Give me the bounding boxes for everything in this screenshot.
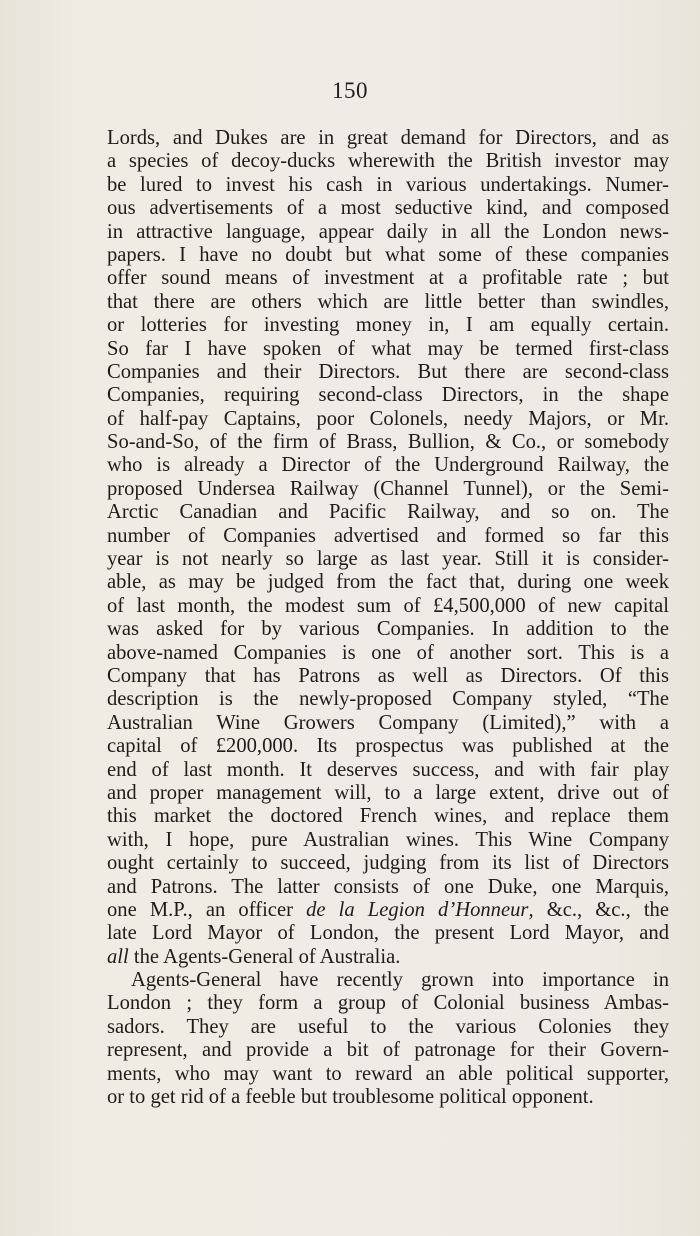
text-line: Lords, and Dukes are in great demand for Directors, and as <box>107 127 669 149</box>
text-line: So-and-So, of the firm of Brass, Bullion, & Co., or somebody <box>107 431 669 454</box>
text-line: be lured to invest his cash in various undertakings. Numer- <box>107 173 669 196</box>
text-line: sadors. They are useful to the various Colonies they <box>107 1015 669 1038</box>
text-line: number of Companies advertised and formed so far this <box>107 524 669 547</box>
text-line: ous advertisements of a most seductive kind, and composed <box>107 197 669 220</box>
text-line: So far I have spoken of what may be termed first-class <box>107 337 669 360</box>
text-span: one M.P., an officer <box>107 898 307 921</box>
text-line: this market the doctored French wines, and replace them <box>107 805 669 828</box>
text-line: with, I hope, pure Australian wines. This Wine Company <box>107 828 669 851</box>
text-line: Companies, requiring second-class Directors, in the shape <box>107 384 669 407</box>
text-line: represent, and provide a bit of patronage for their Govern- <box>107 1039 669 1062</box>
text-line: and proper management will, to a large extent, drive out of <box>107 781 669 804</box>
text-line: of last month, the modest sum of £4,500,000 of new capital <box>107 594 669 617</box>
text-line: year is not nearly so large as last year. Still it is consider- <box>107 548 669 571</box>
text-line: who is already a Director of the Underground Railway, the <box>107 454 669 477</box>
text-line: London ; they form a group of Colonial business Ambas- <box>107 992 669 1015</box>
text-line: or to get rid of a feeble but troublesome political opponent. <box>107 1086 594 1109</box>
text-line: Companies and their Directors. But there are second-class <box>107 360 669 383</box>
text-line: and Patrons. The latter consists of one Duke, one Marquis, <box>107 875 669 898</box>
text-line: above-named Companies is one of another sort. This is a <box>107 641 669 664</box>
text-line: of half-pay Captains, poor Colonels, needy Majors, or Mr. <box>107 407 669 430</box>
text-line: description is the newly-proposed Company styled, “The <box>107 688 669 711</box>
page-number: 150 <box>332 78 368 103</box>
text-span: the Agents-General of Australia. <box>128 945 401 968</box>
text-line: papers. I have no doubt but what some of these companies <box>107 243 669 266</box>
text-line: end of last month. It deserves success, and with fair play <box>107 758 669 781</box>
text-span: , &c., &c., the <box>528 898 669 921</box>
italic-text: de la Legion d’Honneur <box>306 898 529 921</box>
text-line: capital of £200,000. Its prospectus was published at the <box>107 735 669 758</box>
text-line: ments, who may want to reward an able political supporter, <box>107 1062 669 1085</box>
text-line: was asked for by various Companies. In addition to the <box>107 618 669 641</box>
text-line: that there are others which are little better than swindles, <box>107 290 669 313</box>
text-line: ought certainly to succeed, judging from its list of Directors <box>107 852 669 875</box>
text-line: a species of decoy-ducks wherewith the British investor may <box>107 150 669 173</box>
text-line: or lotteries for investing money in, I am equally certain. <box>107 314 669 337</box>
text-line: able, as may be judged from the fact that, during one week <box>107 571 669 594</box>
italic-text: all <box>107 945 129 968</box>
text-line: in attractive language, appear daily in all the London news- <box>107 220 669 243</box>
text-line: Arctic Canadian and Pacific Railway, and so on. The <box>107 501 669 524</box>
body-text <box>107 127 669 1109</box>
text-line: proposed Undersea Railway (Channel Tunnel), or the Semi- <box>107 477 669 500</box>
text-line: Company that has Patrons as well as Directors. Of this <box>107 664 669 687</box>
text-line: Agents-General have recently grown into importance in <box>131 969 669 992</box>
text-line <box>107 899 669 922</box>
text-line: Australian Wine Growers Company (Limited),” with a <box>107 711 669 734</box>
text-line <box>107 946 669 969</box>
text-line: offer sound means of investment at a profitable rate ; but <box>107 267 669 290</box>
text-line: late Lord Mayor of London, the present Lord Mayor, and <box>107 922 669 945</box>
